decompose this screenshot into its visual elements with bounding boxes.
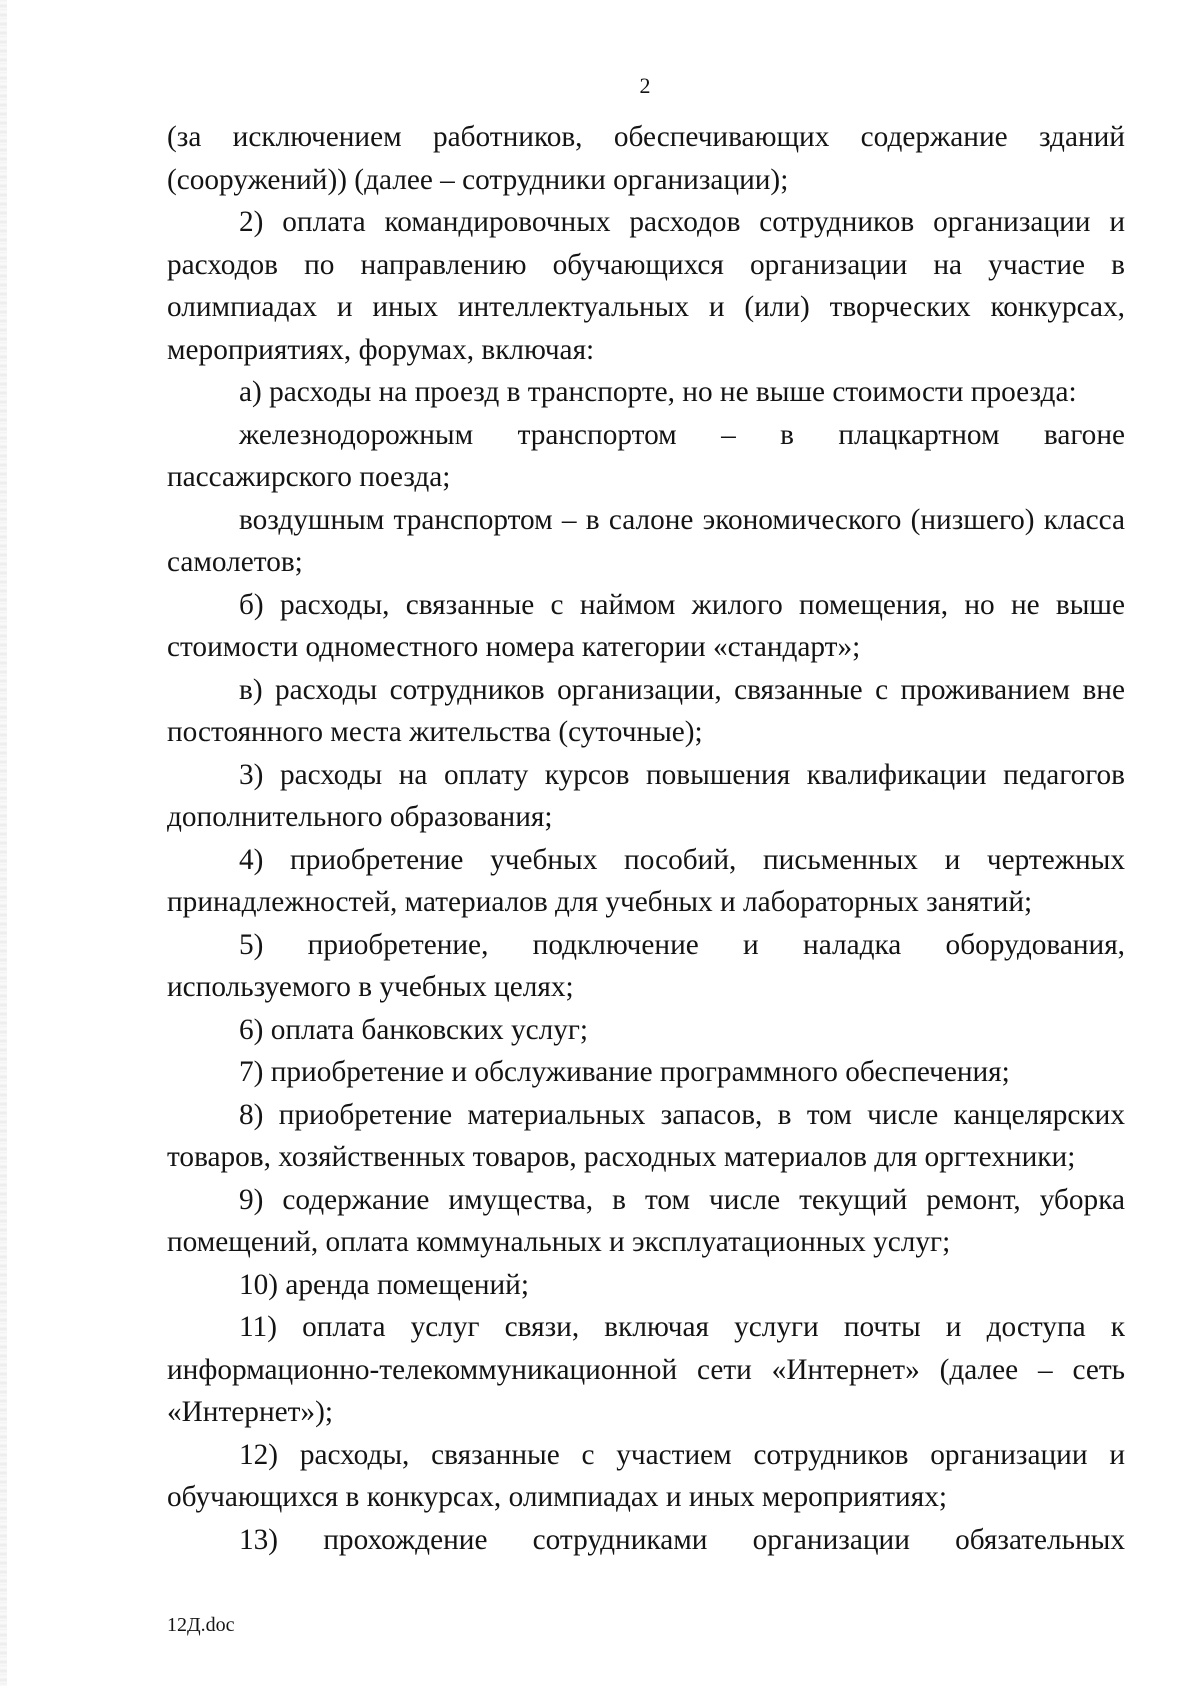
paragraph: в) расходы сотрудников организации, связанные с проживанием вне постоянного места жительства (суточные);: [167, 673, 1125, 748]
paragraph: железнодорожным транспортом – в плацкартном вагоне пассажирского поезда;: [167, 418, 1125, 493]
paragraph: б) расходы, связанные с наймом жилого помещения, но не выше стоимости одноместного номера категории «стандарт»;: [167, 588, 1125, 663]
paragraph: а) расходы на проезд в транспорте, но не выше стоимости проезда:: [239, 376, 1077, 408]
footer-filename: 12Д.doc: [167, 1614, 235, 1636]
paragraph: воздушным транспортом – в салоне экономического (низшего) класса самолетов;: [167, 503, 1125, 578]
paragraph: (за исключением работников, обеспечивающих содержание зданий (сооружений)) (далее – сотрудники организации);: [167, 121, 1125, 196]
paragraph: 5) приобретение, подключение и наладка оборудования, используемого в учебных целях;: [167, 928, 1125, 1003]
page-number: 2: [639, 73, 651, 98]
paragraph: 7) приобретение и обслуживание программного обеспечения;: [239, 1056, 1010, 1088]
paragraph: 4) приобретение учебных пособий, письменных и чертежных принадлежностей, материалов для учебных и лабораторных занятий;: [167, 843, 1125, 918]
paragraph: 3) расходы на оплату курсов повышения квалификации педагогов дополнительного образования;: [167, 758, 1125, 833]
document-body: [167, 116, 1125, 1561]
paragraph: 8) приобретение материальных запасов, в том числе канцелярских товаров, хозяйственных товаров, расходных материалов для оргтехники;: [167, 1098, 1125, 1173]
paragraph: 12) расходы, связанные с участием сотрудников организации и обучающихся в конкурсах, олимпиадах и иных мероприятиях;: [167, 1438, 1125, 1513]
scan-edge: [0, 0, 7, 1686]
paragraph: 6) оплата банковских услуг;: [239, 1013, 589, 1046]
paragraph: 9) содержание имущества, в том числе текущий ремонт, уборка помещений, оплата коммунальных и эксплуатационных услуг;: [167, 1183, 1125, 1258]
paragraph: 13) прохождение сотрудниками организации обязательных: [239, 1523, 1125, 1556]
paragraph: 11) оплата услуг связи, включая услуги почты и доступа к информационно-телекоммуникационной сети «Интернет» (далее – сеть «Интернет»);: [167, 1311, 1125, 1428]
paragraph: 10) аренда помещений;: [239, 1268, 529, 1301]
paragraph: 2) оплата командировочных расходов сотрудников организации и расходов по направлению обучающихся организации на участие в олимпиадах и иных интеллектуальных и (или) творческих конкурсах, мероприятиях, форумах, включая:: [167, 206, 1125, 366]
